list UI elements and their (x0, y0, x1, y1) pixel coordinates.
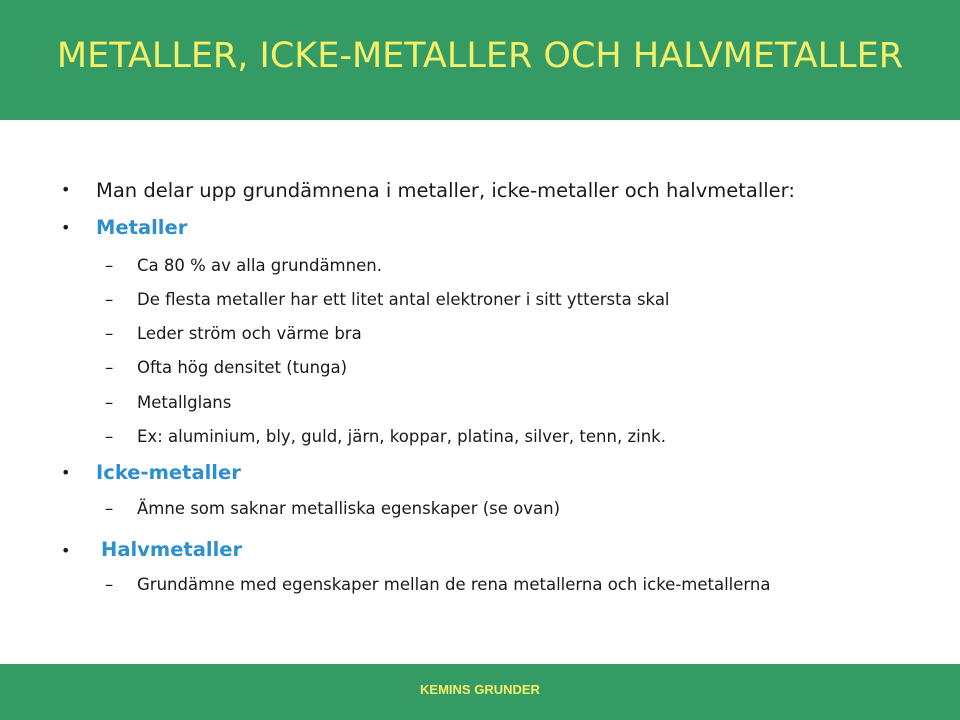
slide-title: METALLER, ICKE-METALLER OCH HALVMETALLER (56, 36, 904, 76)
footer-bar (0, 664, 960, 720)
dash-marker: – (105, 575, 114, 594)
heading-halvmetaller: Halvmetaller (101, 538, 243, 561)
sub-item: Leder ström och värme bra (137, 324, 362, 343)
footer-text: KEMINS GRUNDER (420, 682, 540, 697)
sub-item: Ämne som saknar metalliska egenskaper (se ovan) (137, 499, 561, 518)
sub-item: Ofta hög densitet (tunga) (137, 358, 348, 377)
title-bar (0, 0, 960, 120)
dash-marker: – (105, 290, 114, 309)
sub-item: De flesta metaller har ett litet antal elektroner i sitt yttersta skal (137, 290, 670, 309)
bullet-marker: • (61, 180, 71, 199)
dash-marker: – (105, 499, 114, 518)
sub-item: Grundämne med egenskaper mellan de rena metallerna och icke-metallerna (137, 575, 771, 594)
sub-item: Metallglans (137, 393, 232, 412)
heading-metaller: Metaller (96, 216, 188, 239)
dash-marker: – (105, 358, 114, 377)
sub-item: Ca 80 % av alla grundämnen. (137, 256, 382, 275)
sub-item: Ex: aluminium, bly, guld, järn, koppar, platina, silver, tenn, zink. (137, 427, 666, 446)
bullet-marker: • (61, 463, 71, 482)
dash-marker: – (105, 324, 114, 343)
dash-marker: – (105, 393, 114, 412)
dash-marker: – (105, 427, 114, 446)
bullet-marker: • (61, 218, 71, 237)
bullet-marker: • (61, 541, 71, 560)
intro-text: Man delar upp grundämnena i metaller, icke-metaller och halvmetaller: (96, 179, 795, 202)
dash-marker: – (105, 256, 114, 275)
heading-icke-metaller: Icke-metaller (96, 461, 241, 484)
